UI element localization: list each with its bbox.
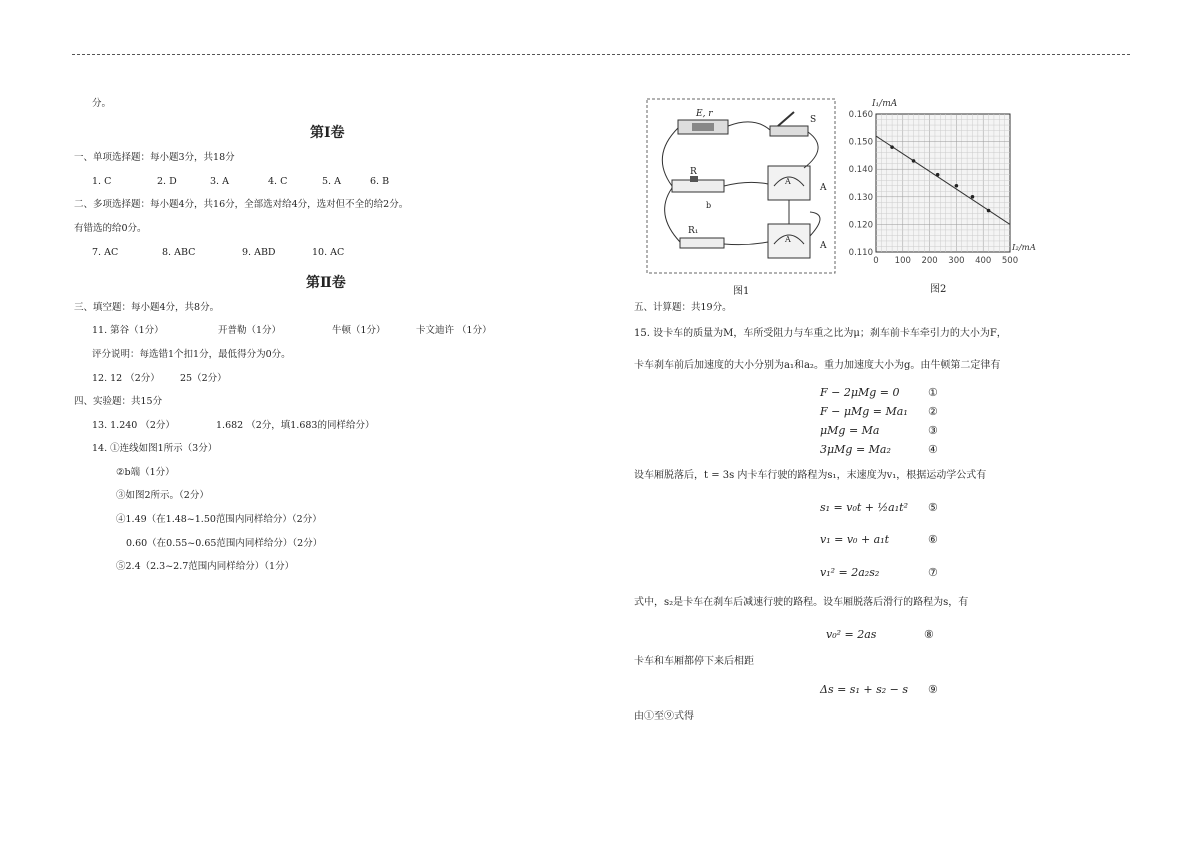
equation-7: v₁² = 2a₂s₂ xyxy=(820,566,880,579)
x-tick-label: 100 xyxy=(894,256,911,266)
q14-line-5: 0.60（在0.55~0.65范围内同样给分）（2分） xyxy=(126,538,323,549)
q14-line-1: 14. ①连线如图1所示（3分） xyxy=(92,443,218,454)
equation-4: 3μMg = Ma₂ xyxy=(820,443,891,456)
plot-area xyxy=(876,114,1010,252)
data-point xyxy=(936,173,940,177)
switch-label: S xyxy=(810,115,817,125)
x-tick-label: 0 xyxy=(873,256,879,266)
equation-7-tag: ⑦ xyxy=(928,566,938,579)
equation-6: v₁ = v₀ + a₁t xyxy=(820,533,890,546)
y-tick-label: 0.130 xyxy=(848,192,873,203)
resistor-label: R xyxy=(690,167,697,177)
equation-9-tag: ⑨ xyxy=(928,683,938,696)
equation-2-tag: ② xyxy=(928,405,938,418)
problem15-line-1: 15. 设卡车的质量为M，车所受阻力与车重之比为μ；刹车前卡车牵引力的大小为F， xyxy=(634,328,1007,339)
equation-4-tag: ④ xyxy=(928,443,938,456)
y-tick-label: 0.120 xyxy=(848,220,873,231)
meter-top-label: A xyxy=(785,177,791,186)
q13-answer-1: 13. 1.240 （2分） xyxy=(92,420,175,431)
scoring-note: 评分说明：每选错1个扣1分，最低得分为0分。 xyxy=(92,349,291,360)
answer-1: 1. C xyxy=(92,176,112,187)
q11-answer-1: 11. 第谷（1分） xyxy=(92,325,164,336)
section1-heading: 一、单项选择题：每小题3分，共18分 xyxy=(74,152,235,163)
q14-line-6: ⑤2.4（2.3~2.7范围内同样给分）（1分） xyxy=(116,561,295,572)
answer-6: 6. B xyxy=(370,176,390,187)
answer-2: 2. D xyxy=(157,176,177,187)
section5-heading: 五、计算题：共19分。 xyxy=(634,302,732,313)
equation-5: s₁ = v₀t + ½a₁t² xyxy=(820,501,908,514)
r1-label: R₁ xyxy=(688,226,699,236)
q11-answer-4: 卡文迪许 （1分） xyxy=(416,325,492,336)
x-tick-label: 300 xyxy=(948,256,965,266)
meter-bottom-label: A xyxy=(785,235,791,244)
figure-1-caption: 图1 xyxy=(733,286,750,297)
equation-8: v₀² = 2as xyxy=(826,628,877,641)
q12-answer-1: 12. 12 （2分） xyxy=(92,373,160,384)
q14-line-2: ②b端（1分） xyxy=(116,467,175,478)
equation-3-tag: ③ xyxy=(928,424,938,437)
section4-heading: 四、实验题：共15分 xyxy=(74,396,163,407)
data-point xyxy=(955,184,959,188)
y-tick-label: 0.110 xyxy=(848,248,873,258)
source-label: E, r xyxy=(696,109,713,119)
equation-3: μMg = Ma xyxy=(820,424,880,437)
answer-8: 8. ABC xyxy=(162,247,196,258)
answer-7: 7. AC xyxy=(92,247,119,258)
answer-10: 10. AC xyxy=(312,247,345,258)
section3-heading: 三、填空题：每小题4分，共8分。 xyxy=(74,302,220,313)
section2-heading-cont: 有错选的给0分。 xyxy=(74,223,147,234)
problem15-line-6: 由①至⑨式得 xyxy=(634,711,694,722)
data-point xyxy=(912,159,916,163)
volume2-title: 第Ⅱ卷 xyxy=(306,275,346,291)
section2-heading: 二、多项选择题：每小题4分，共16分，全部选对给4分，选对但不全的给2分。 xyxy=(74,199,409,210)
ammeter-label: A xyxy=(820,183,827,193)
q11-answer-2: 开普勒（1分） xyxy=(218,325,282,336)
chart-svg xyxy=(842,94,1054,274)
q11-answer-3: 牛顿（1分） xyxy=(332,325,386,336)
answer-4: 4. C xyxy=(268,176,288,187)
volume1-title: 第Ⅰ卷 xyxy=(310,125,345,141)
q14-line-3: ③如图2所示。（2分） xyxy=(116,490,209,501)
answer-5: 5. A xyxy=(322,176,341,187)
circuit-diagram xyxy=(644,96,840,276)
equation-9: Δs = s₁ + s₂ − s xyxy=(820,683,908,696)
x-tick-label: 400 xyxy=(975,256,992,266)
problem15-line-5: 卡车和车厢都停下来后相距 xyxy=(634,656,754,667)
equation-1: F − 2μMg = 0 xyxy=(820,386,900,399)
data-point xyxy=(971,195,975,199)
equation-2: F − μMg = Ma₁ xyxy=(820,405,908,418)
q12-answer-2: 25（2分） xyxy=(180,373,227,384)
equation-6-tag: ⑥ xyxy=(928,533,938,546)
y-tick-label: 0.160 xyxy=(848,110,873,120)
equation-1-tag: ① xyxy=(928,386,938,399)
equation-8-tag: ⑧ xyxy=(924,628,934,641)
x-tick-label: 500 xyxy=(1001,256,1019,266)
figure-2-chart xyxy=(842,94,1054,274)
data-point xyxy=(890,145,894,149)
answer-3: 3. A xyxy=(210,176,229,187)
y-axis-label: I₁/mA xyxy=(872,99,898,109)
x-axis-label: I₂/mA xyxy=(1012,243,1036,253)
answer-9: 9. ABD xyxy=(242,247,276,258)
q13-answer-2: 1.682 （2分，填1.683的同样给分） xyxy=(216,420,375,431)
y-tick-label: 0.140 xyxy=(848,165,873,176)
x-tick-label: 200 xyxy=(921,256,938,266)
svg-text:b: b xyxy=(706,201,712,210)
figure-1-circuit xyxy=(644,96,840,276)
y-tick-label: 0.150 xyxy=(848,137,873,148)
figure-2-caption: 图2 xyxy=(930,284,947,295)
header-rule xyxy=(72,54,1130,55)
problem15-line-4: 式中，s₂是卡车在刹车后减速行驶的路程。设车厢脱落后滑行的路程为s，有 xyxy=(634,597,969,608)
q14-line-4: ④1.49（在1.48~1.50范围内同样给分）（2分） xyxy=(116,514,322,525)
data-point xyxy=(987,209,991,213)
equation-5-tag: ⑤ xyxy=(928,501,938,514)
continuation-text: 分。 xyxy=(92,98,112,109)
ammeter-side-label: A xyxy=(820,241,827,251)
problem15-line-3: 设车厢脱落后，t = 3s 内卡车行驶的路程为s₁，末速度为v₁，根据运动学公式有 xyxy=(634,470,987,481)
problem15-line-2: 卡车刹车前后加速度的大小分别为a₁和a₂。重力加速度大小为g。由牛顿第二定律有 xyxy=(634,360,1001,371)
